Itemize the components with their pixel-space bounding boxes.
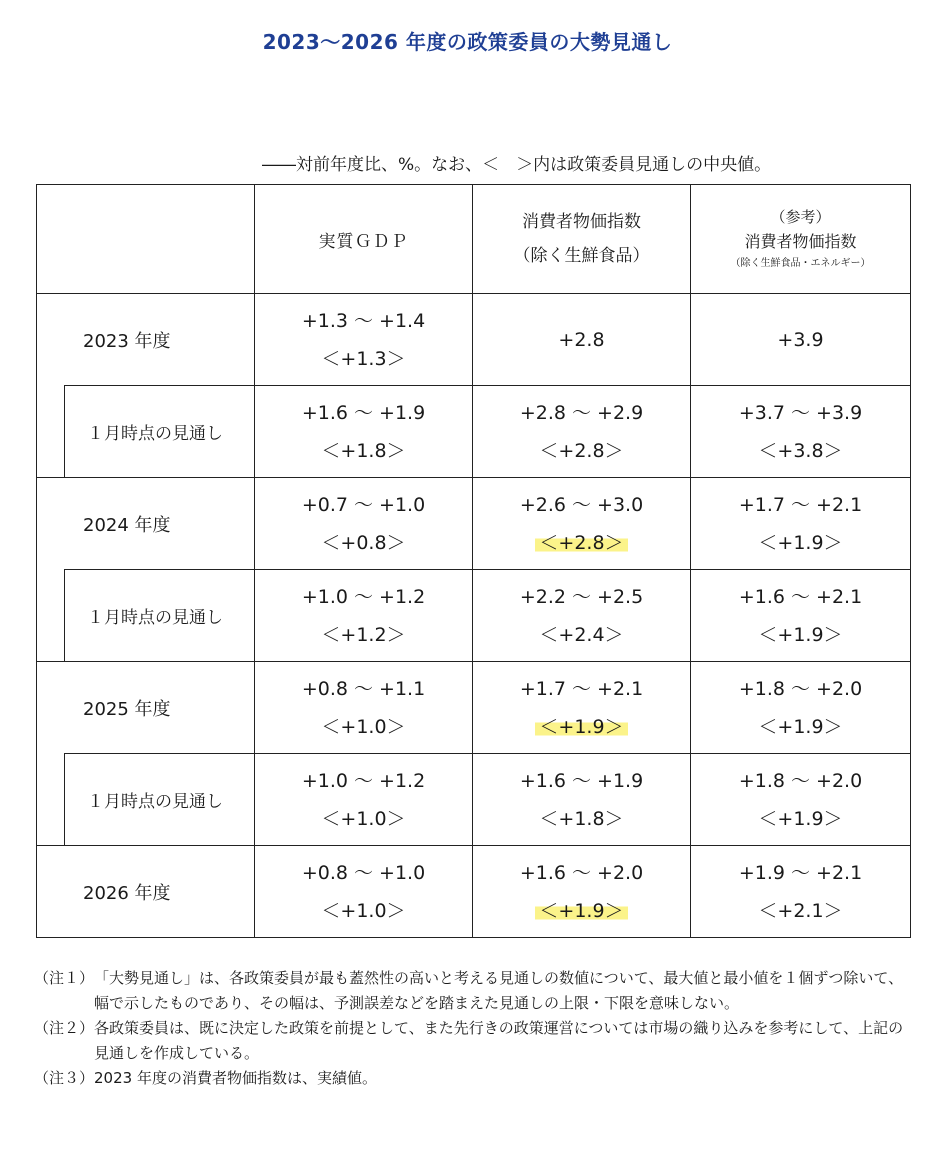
gdp-cell: +0.7 ～ +1.0 ＜+0.8＞: [255, 478, 473, 570]
ref-cell: +1.7 ～ +2.1 ＜+1.9＞: [691, 478, 911, 570]
table-row: [37, 570, 911, 662]
cpi-cell: +1.6 ～ +2.0 ＜+1.9＞: [473, 846, 691, 938]
indent-cell: [37, 386, 65, 478]
indent-cell: [37, 754, 65, 846]
footnotes: [34, 966, 914, 1091]
gdp-cell: +1.0 ～ +1.2 ＜+1.0＞: [255, 754, 473, 846]
footnote: （注３） 2023 年度の消費者物価指数は、実績値。: [34, 1069, 377, 1087]
table-row: [37, 754, 911, 846]
row-label: 2025 年度: [37, 662, 255, 754]
page-title: 2023～2026 年度の政策委員の大勢見通し: [262, 30, 673, 54]
highlighted-median: ＜+1.9＞: [535, 716, 627, 738]
row-label: １月時点の見通し: [65, 386, 255, 478]
cpi-cell: +2.2 ～ +2.5 ＜+2.4＞: [473, 570, 691, 662]
header-row: [37, 185, 911, 294]
ref-cell: +1.6 ～ +2.1 ＜+1.9＞: [691, 570, 911, 662]
gdp-cell: +0.8 ～ +1.0 ＜+1.0＞: [255, 846, 473, 938]
highlighted-median: ＜+2.8＞: [535, 532, 627, 554]
cpi-cell: +2.8 ～ +2.9 ＜+2.8＞: [473, 386, 691, 478]
table-row: [37, 386, 911, 478]
cpi-cell: +1.6 ～ +1.9 ＜+1.8＞: [473, 754, 691, 846]
ref-cell: +1.8 ～ +2.0 ＜+1.9＞: [691, 754, 911, 846]
row-label: 2026 年度: [37, 846, 255, 938]
forecast-table: [36, 184, 911, 938]
unit-note: ――対前年度比、%。なお、＜ ＞内は政策委員見通しの中央値。: [262, 155, 772, 175]
indent-cell: [37, 570, 65, 662]
header-gdp: 実質ＧＤＰ: [255, 185, 473, 294]
gdp-cell: +1.6 ～ +1.9 ＜+1.8＞: [255, 386, 473, 478]
row-label: １月時点の見通し: [65, 570, 255, 662]
row-label: 2023 年度: [37, 294, 255, 386]
gdp-cell: +1.0 ～ +1.2 ＜+1.2＞: [255, 570, 473, 662]
footnote: （注２） 各政策委員は、既に決定した政策を前提として、また先行きの政策運営については市場の織り込みを参考にして、上記の見通しを作成している。: [34, 1019, 904, 1062]
row-label: １月時点の見通し: [65, 754, 255, 846]
table-row: [37, 478, 911, 570]
header-cpi: 消費者物価指数 （除く生鮮食品）: [473, 185, 691, 294]
header-ref-cpi: （参考） 消費者物価指数 （除く生鮮食品・エネルギー）: [691, 185, 911, 294]
footnote: （注１） 「大勢見通し」は、各政策委員が最も蓋然性の高いと考える見通しの数値について、最大値と最小値を１個ずつ除いて、幅で示したものであり、その幅は、予測誤差などを踏まえた見通しの上限・下限を意味しない。: [34, 969, 904, 1012]
ref-cell: +1.9 ～ +2.1 ＜+2.1＞: [691, 846, 911, 938]
cpi-cell: +2.8: [473, 294, 691, 386]
cpi-cell: +2.6 ～ +3.0 ＜+2.8＞: [473, 478, 691, 570]
ref-cell: +3.9: [691, 294, 911, 386]
ref-cell: +1.8 ～ +2.0 ＜+1.9＞: [691, 662, 911, 754]
header-empty-cell: [37, 185, 255, 294]
table-row: [37, 662, 911, 754]
table-row: [37, 846, 911, 938]
gdp-cell: +0.8 ～ +1.1 ＜+1.0＞: [255, 662, 473, 754]
cpi-cell: +1.7 ～ +2.1 ＜+1.9＞: [473, 662, 691, 754]
row-label: 2024 年度: [37, 478, 255, 570]
ref-cell: +3.7 ～ +3.9 ＜+3.8＞: [691, 386, 911, 478]
highlighted-median: ＜+1.9＞: [535, 900, 627, 922]
table-row: [37, 294, 911, 386]
gdp-cell: +1.3 ～ +1.4 ＜+1.3＞: [255, 294, 473, 386]
